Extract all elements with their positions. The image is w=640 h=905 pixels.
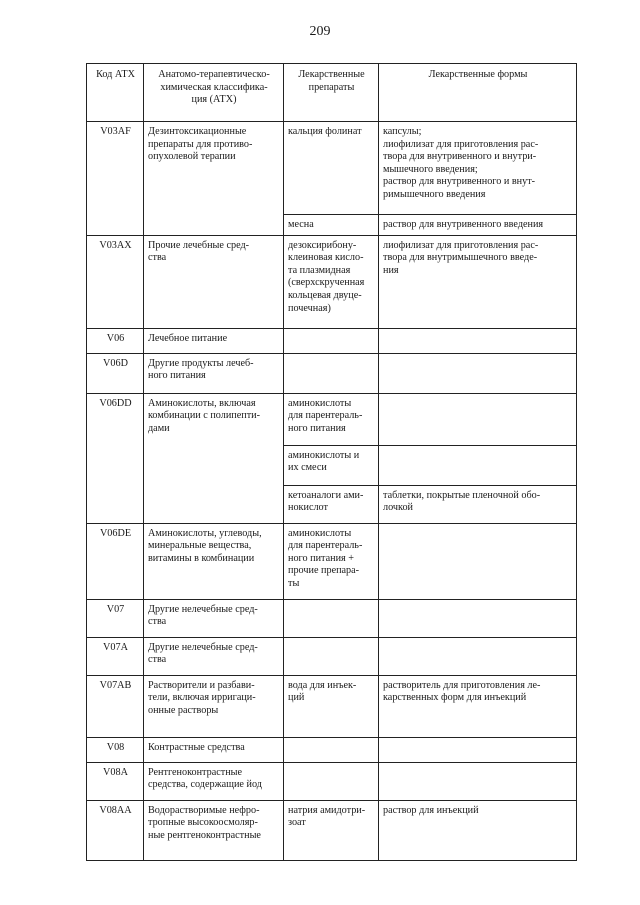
drug-name bbox=[284, 737, 379, 762]
dosage-forms: лиофилизат для приготовления рас- твора для внутримышечного введе- ния bbox=[379, 235, 577, 328]
drug-name bbox=[284, 762, 379, 800]
atx-code: V07 bbox=[87, 599, 144, 637]
table-row bbox=[87, 523, 577, 599]
atx-table bbox=[86, 63, 577, 861]
table-row bbox=[87, 800, 577, 860]
table-row bbox=[87, 675, 577, 737]
table-row bbox=[87, 599, 577, 637]
atx-code: V07AB bbox=[87, 675, 144, 737]
atx-classification: Контрастные средства bbox=[144, 737, 284, 762]
atx-code: V08AA bbox=[87, 800, 144, 860]
drug-name: кальция фолинат bbox=[284, 122, 379, 215]
atx-classification: Аминокислоты, включая комбинации с полипепти- дами bbox=[144, 393, 284, 523]
page-number: 209 bbox=[309, 24, 331, 39]
dosage-forms bbox=[379, 523, 577, 599]
atx-code: V07A bbox=[87, 637, 144, 675]
dosage-forms: раствор для внутривенного введения bbox=[379, 215, 577, 236]
table-row bbox=[87, 762, 577, 800]
drug-name bbox=[284, 637, 379, 675]
atx-code: V06D bbox=[87, 353, 144, 393]
atx-classification: Дезинтоксикационные препараты для противо- опухолевой терапии bbox=[144, 122, 284, 236]
table-row bbox=[87, 235, 577, 328]
atx-code: V08A bbox=[87, 762, 144, 800]
table-row bbox=[87, 637, 577, 675]
dosage-forms bbox=[379, 445, 577, 485]
table-body bbox=[87, 122, 577, 861]
atx-code: V03AF bbox=[87, 122, 144, 236]
dosage-forms: таблетки, покрытые пленочной обо- лочкой bbox=[379, 485, 577, 523]
table-row bbox=[87, 328, 577, 353]
header-classification: Анатомо-терапевтическо- химическая классифика- ция (АТХ) bbox=[144, 64, 284, 122]
table-row bbox=[87, 393, 577, 445]
dosage-forms bbox=[379, 737, 577, 762]
atx-code: V06DD bbox=[87, 393, 144, 523]
atx-code: V03AX bbox=[87, 235, 144, 328]
atx-classification: Водорастворимые нефро- тропные высокоосмоляр- ные рентгеноконтрастные bbox=[144, 800, 284, 860]
drug-name: месна bbox=[284, 215, 379, 236]
dosage-forms: растворитель для приготовления ле- карственных форм для инъекций bbox=[379, 675, 577, 737]
table-row bbox=[87, 737, 577, 762]
drug-name bbox=[284, 328, 379, 353]
dosage-forms bbox=[379, 599, 577, 637]
header-code: Код АТХ bbox=[87, 64, 144, 122]
table-row bbox=[87, 122, 577, 215]
table-row bbox=[87, 353, 577, 393]
drug-name: дезоксирибону- клеиновая кисло- та плазмидная (сверхскрученная кольцевая двуце- почечная) bbox=[284, 235, 379, 328]
atx-classification: Другие продукты лечеб- ного питания bbox=[144, 353, 284, 393]
dosage-forms bbox=[379, 762, 577, 800]
atx-code: V06 bbox=[87, 328, 144, 353]
drug-name: вода для инъек- ций bbox=[284, 675, 379, 737]
drug-name: аминокислоты для парентераль- ного питания + прочие препара- ты bbox=[284, 523, 379, 599]
dosage-forms bbox=[379, 353, 577, 393]
dosage-forms bbox=[379, 637, 577, 675]
atx-classification: Другие нелечебные сред- ства bbox=[144, 637, 284, 675]
atx-classification: Аминокислоты, углеводы, минеральные вещества, витамины в комбинации bbox=[144, 523, 284, 599]
atx-classification: Другие нелечебные сред- ства bbox=[144, 599, 284, 637]
atx-classification: Растворители и разбави- тели, включая ирригаци- онные растворы bbox=[144, 675, 284, 737]
dosage-forms bbox=[379, 393, 577, 445]
dosage-forms: раствор для инъекций bbox=[379, 800, 577, 860]
atx-code: V08 bbox=[87, 737, 144, 762]
drug-name: аминокислоты и их смеси bbox=[284, 445, 379, 485]
atx-classification: Прочие лечебные сред- ства bbox=[144, 235, 284, 328]
table-header-row bbox=[87, 64, 577, 122]
header-drugs: Лекарственные препараты bbox=[284, 64, 379, 122]
header-forms: Лекарственные формы bbox=[379, 64, 577, 122]
drug-name bbox=[284, 353, 379, 393]
drug-name: натрия амидотри- зоат bbox=[284, 800, 379, 860]
atx-classification: Лечебное питание bbox=[144, 328, 284, 353]
atx-code: V06DE bbox=[87, 523, 144, 599]
dosage-forms: капсулы; лиофилизат для приготовления рас- твора для внутривенного и внутри- мышечного введения; раствор для внутривенного и внут- римышечного введения bbox=[379, 122, 577, 215]
drug-name bbox=[284, 599, 379, 637]
drug-name: кетоаналоги ами- нокислот bbox=[284, 485, 379, 523]
atx-classification: Рентгеноконтрастные средства, содержащие йод bbox=[144, 762, 284, 800]
drug-name: аминокислоты для парентераль- ного питания bbox=[284, 393, 379, 445]
dosage-forms bbox=[379, 328, 577, 353]
